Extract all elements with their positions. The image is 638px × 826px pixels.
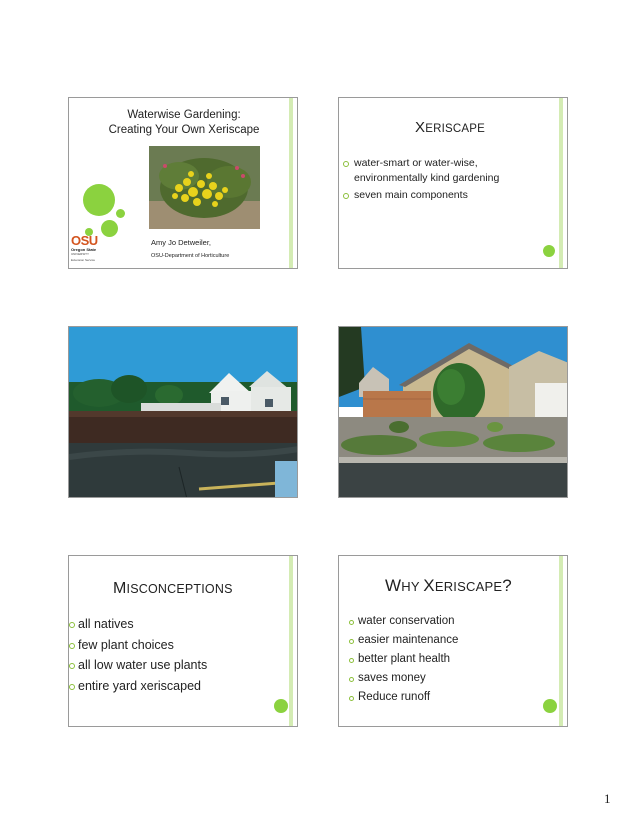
bullet-ring-icon [69, 622, 75, 628]
slide-title [415, 119, 485, 136]
title-rest: HY [401, 579, 424, 594]
xeriscaped-front-yard-photo [339, 327, 568, 498]
title-line-1: Waterwise Gardening: [127, 109, 241, 121]
osu-logo [71, 235, 101, 263]
slide-1-title [68, 97, 298, 269]
slide-stripe [559, 98, 563, 268]
list-item: all natives [69, 614, 207, 635]
decorative-dot [101, 220, 118, 237]
title-rest: ERISCAPE [425, 123, 485, 135]
decorative-dot [543, 245, 555, 257]
list-item: seven main components [343, 188, 499, 203]
bullet-ring-icon [349, 658, 354, 663]
title-rest: ERISCAPE [434, 579, 503, 594]
bullet-ring-icon [349, 677, 354, 682]
title-initial: X [423, 576, 435, 595]
title-initial: W [385, 576, 402, 595]
list-item: all low water use plants [69, 655, 207, 676]
bullet-ring-icon [343, 161, 349, 167]
list-item: easier maintenance [349, 631, 458, 650]
list-item: better plant health [349, 650, 458, 669]
lawn-and-house-before-xeriscape-photo [69, 327, 298, 498]
bullet-ring-icon [343, 193, 349, 199]
author-name: Amy Jo Detweiler, [151, 238, 212, 247]
osu-logo-mark: OSU [71, 233, 98, 248]
osu-logo-extension: Extension Service [71, 258, 96, 262]
author-department: OSU-Department of Horticulture [151, 253, 230, 259]
title-end: ? [502, 576, 512, 595]
bullet-list [343, 156, 499, 203]
list-item: entire yard xeriscaped [69, 676, 207, 697]
bullet-ring-icon [349, 696, 354, 701]
slide-4-photo [338, 326, 568, 498]
slide-5-misconceptions [68, 555, 298, 727]
title-line-2: Creating Your Own Xeriscape [108, 124, 260, 136]
bullet-ring-icon [69, 684, 75, 690]
slide-3-photo [68, 326, 298, 498]
osu-logo-name: Oregon State [71, 247, 97, 252]
list-item: Reduce runoff [349, 688, 458, 707]
bullet-ring-icon [69, 663, 75, 669]
bullet-list [69, 614, 207, 696]
slide-title [105, 108, 263, 138]
slide-2-xeriscape [338, 97, 568, 269]
bullet-ring-icon [349, 639, 354, 644]
title-rest: ISCONCEPTIONS [126, 582, 233, 596]
decorative-dot [83, 184, 115, 216]
slide-title [385, 576, 512, 596]
list-item: water-smart or water-wise, [343, 156, 499, 171]
title-initial: M [113, 580, 127, 597]
page-number: 1 [604, 791, 611, 806]
decorative-dot [543, 699, 557, 713]
slide-stripe [559, 556, 563, 726]
bullet-ring-icon [69, 643, 75, 649]
decorative-dot [116, 209, 125, 218]
decorative-dot [274, 699, 288, 713]
list-item: saves money [349, 669, 458, 688]
list-item: water conservation [349, 612, 458, 631]
slide-6-why-xeriscape [338, 555, 568, 727]
bullet-list [349, 612, 458, 707]
slide-title [113, 580, 233, 598]
slide-stripe [289, 98, 293, 268]
list-item: few plant choices [69, 635, 207, 656]
osu-logo-university: UNIVERSITY [71, 252, 90, 256]
title-initial: X [415, 119, 426, 136]
slide-stripe [289, 556, 293, 726]
list-item-continued: environmentally kind gardening [354, 172, 500, 184]
bullet-ring-icon [349, 620, 354, 625]
yellow-flowering-shrub-photo [149, 146, 260, 229]
